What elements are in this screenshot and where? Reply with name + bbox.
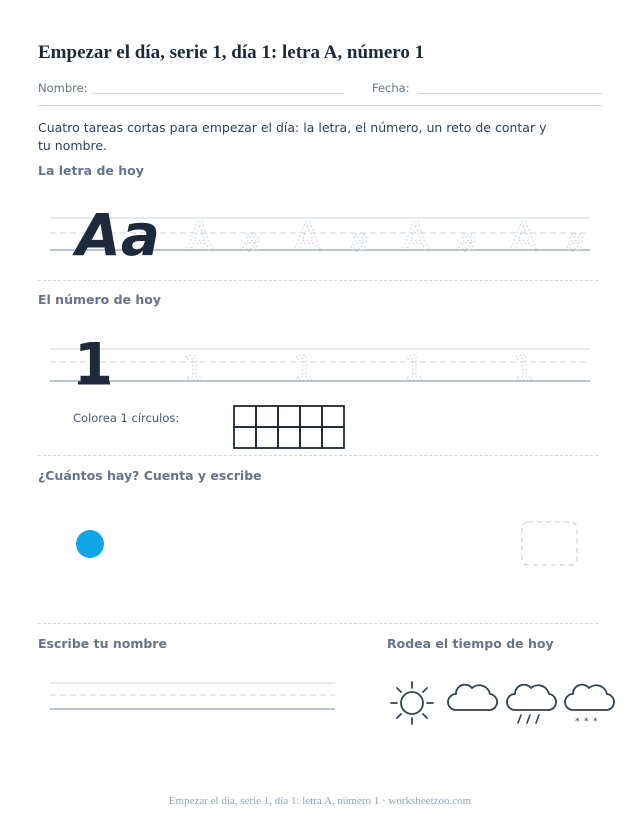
ten-frame-cell[interactable] [234,406,256,427]
svg-text:*: * [593,717,598,727]
letter-section-title: La letra de hoy [38,163,144,178]
section-divider [38,623,598,624]
letter-trace-upper: A [402,215,430,261]
number-trace-digit: 1 [183,349,205,389]
ten-frame-cell[interactable] [278,406,300,427]
letter-trace-lower: a [566,224,585,259]
weather-section-title: Rodea el tiempo de hoy [387,636,554,651]
footer-text: Empezar el día, serie 1, día 1: letra A, número 1 · worksheetzoo.com [168,795,472,807]
number-model: 1 [74,332,113,397]
letter-trace-upper: A [186,215,214,261]
letter-guide-lines [50,218,590,250]
number-guide-lines [50,349,590,381]
header-divider [38,105,602,106]
ten-frame-cell[interactable] [300,427,322,448]
intro-text: Cuatro tareas cortas para empezar el día: la letra, el número, un reto de contar y tu nombre. [38,120,547,153]
date-field[interactable] [418,93,602,94]
letter-trace-group [186,215,584,261]
letter-trace-lower: a [458,224,477,259]
ten-frame-cell[interactable] [256,427,278,448]
color-instruction: Colorea 1 círculos: [73,411,180,425]
number-trace-digit: 1 [513,349,535,389]
letter-model: Aa [76,201,161,269]
date-label: Fecha: [372,81,410,95]
sun-icon[interactable] [389,680,435,726]
count-dot [76,530,104,558]
section-divider [38,280,598,281]
ten-frame-cell[interactable] [300,406,322,427]
count-section-title: ¿Cuántos hay? Cuenta y escribe [38,468,262,483]
name-field[interactable] [92,93,344,94]
snow-cloud-icon[interactable] [563,680,615,726]
ten-frame-cell[interactable] [322,406,344,427]
letter-trace-lower: a [242,224,261,259]
ten-frame-cell[interactable] [256,406,278,427]
letter-trace-upper: A [510,215,538,261]
section-divider [38,455,598,456]
number-section-title: El número de hoy [38,292,161,307]
letter-trace-upper: A [294,215,322,261]
svg-text:*: * [575,717,580,727]
cloud-icon[interactable] [446,680,498,714]
page-title: Empezar el día, serie 1, día 1: letra A, número 1 [38,42,425,63]
letter-trace-lower: a [350,224,369,259]
count-answer-box[interactable] [521,521,579,567]
number-trace-digit: 1 [293,349,315,389]
ten-frame-cell[interactable] [322,427,344,448]
rain-cloud-icon[interactable] [505,680,557,726]
name-section-title: Escribe tu nombre [38,636,167,651]
name-label: Nombre: [38,81,88,95]
number-trace-digit: 1 [403,349,425,389]
ten-frame-grid[interactable] [233,405,345,451]
number-trace-group [183,349,535,389]
ten-frame-cell[interactable] [278,427,300,448]
svg-text:*: * [584,717,589,727]
ten-frame-cell[interactable] [234,427,256,448]
count-dots [60,505,460,585]
name-writing-lines[interactable] [48,678,348,718]
